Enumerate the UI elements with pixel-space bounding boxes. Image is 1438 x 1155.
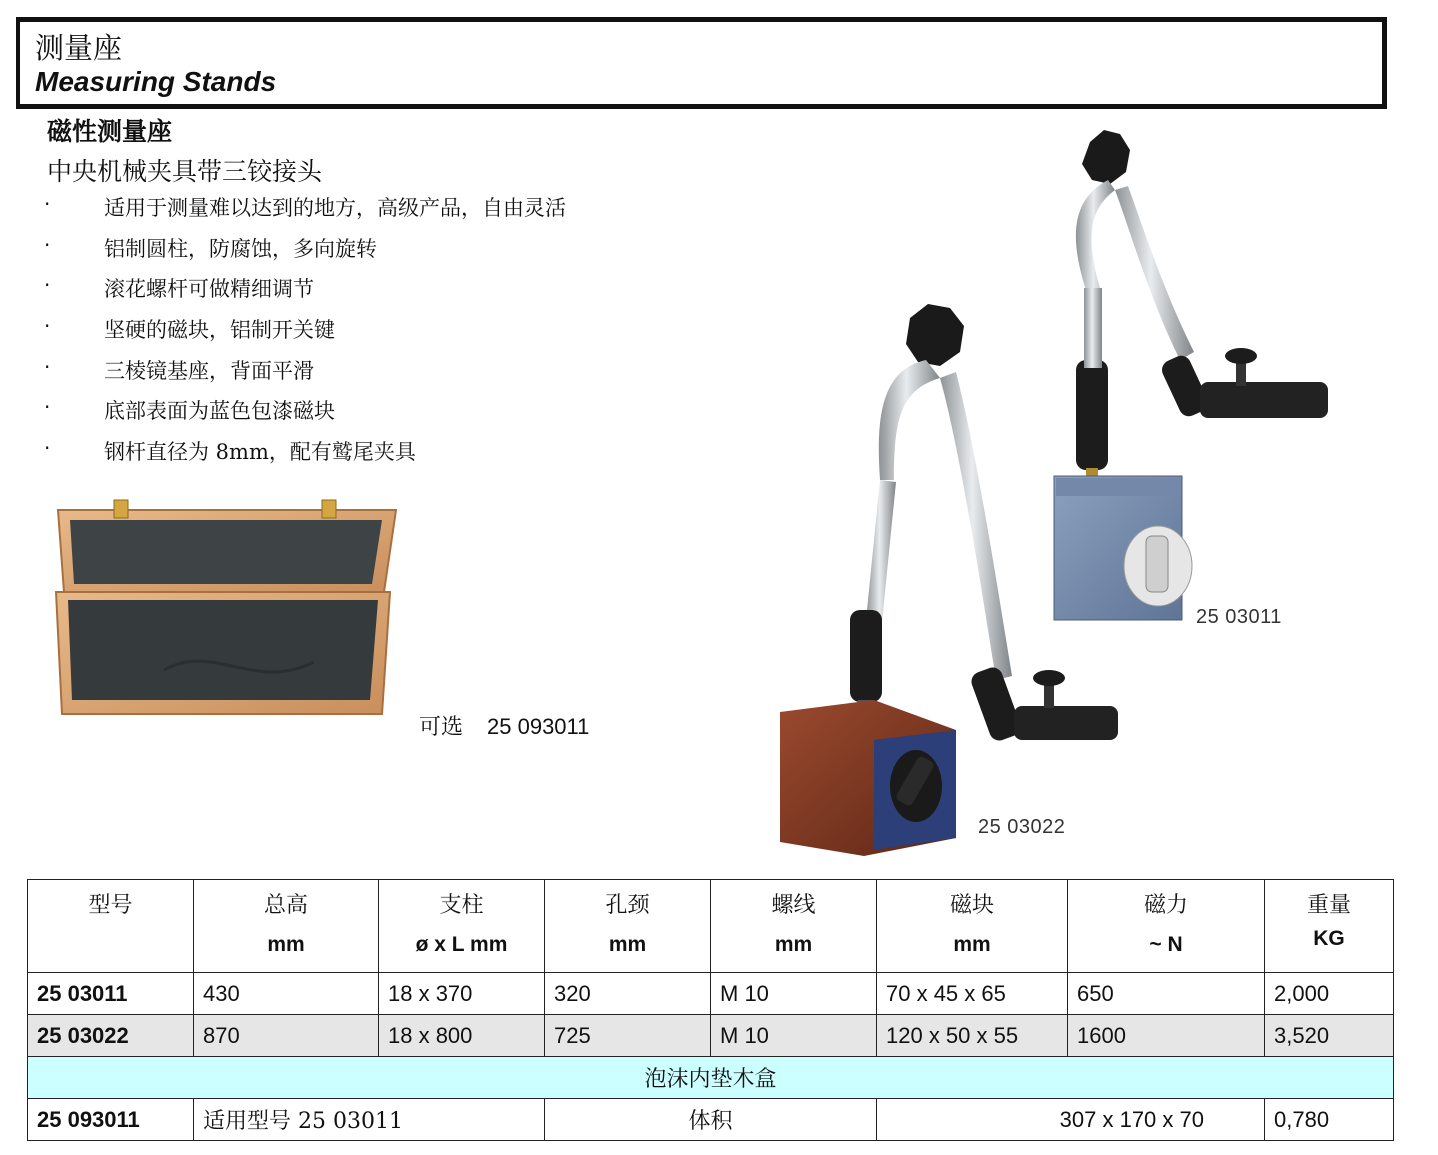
cell-magnet-block: 70 x 45 x 65 bbox=[877, 973, 1068, 1015]
feature-text: 三棱镜基座，背面平滑 bbox=[104, 358, 314, 383]
measuring-stands-image bbox=[770, 120, 1350, 860]
product-subheading: 中央机械夹具带三铰接头 bbox=[47, 157, 323, 186]
header-cell: 型号 bbox=[28, 880, 194, 973]
bullet: · bbox=[44, 314, 51, 339]
header-cell: 支柱 ø x L mm bbox=[379, 880, 545, 973]
feature-item bbox=[40, 314, 566, 355]
bullet: · bbox=[44, 232, 51, 257]
section-title: 泡沫内垫木盒 bbox=[28, 1057, 1394, 1099]
large-stand-label: 25 03022 bbox=[978, 816, 1066, 838]
cell-magnet-block: 120 x 50 x 55 bbox=[877, 1015, 1068, 1057]
small-stand-label: 25 03011 bbox=[1196, 606, 1282, 628]
wooden-case-image bbox=[44, 492, 404, 724]
cell-column: 18 x 370 bbox=[379, 973, 545, 1015]
feature-text: 铝制圆柱，防腐蚀，多向旋转 bbox=[104, 236, 377, 261]
feature-list bbox=[40, 192, 566, 477]
cell-neck: 320 bbox=[545, 973, 711, 1015]
cell-neck: 725 bbox=[545, 1015, 711, 1057]
feature-text: 钢杆直径为 8mm，配有鹫尾夹具 bbox=[104, 440, 416, 465]
bullet: · bbox=[44, 395, 51, 420]
feature-item bbox=[40, 355, 566, 396]
header-cell: 孔颈 mm bbox=[545, 880, 711, 973]
header-cell: 磁力 ~ N bbox=[1068, 880, 1265, 973]
cell-weight: 2,000 bbox=[1265, 973, 1394, 1015]
cell-thread: M 10 bbox=[711, 973, 877, 1015]
bullet: · bbox=[44, 273, 51, 298]
feature-item bbox=[40, 436, 566, 477]
accessory-row bbox=[28, 1099, 1394, 1141]
accessory-dimensions: 307 x 170 x 70 bbox=[877, 1099, 1265, 1141]
header-cell: 总高 mm bbox=[194, 880, 379, 973]
accessory-code: 25 093011 bbox=[28, 1099, 194, 1141]
cell-magnet-force: 650 bbox=[1068, 973, 1265, 1015]
spec-table bbox=[27, 879, 1394, 1141]
cell-weight: 3,520 bbox=[1265, 1015, 1394, 1057]
bullet: · bbox=[44, 192, 51, 216]
header-cell: 螺线 mm bbox=[711, 880, 877, 973]
table-row bbox=[28, 1015, 1394, 1057]
table-header-row bbox=[28, 880, 1394, 973]
cell-magnet-force: 1600 bbox=[1068, 1015, 1265, 1057]
title-box bbox=[16, 17, 1387, 109]
feature-item bbox=[40, 273, 566, 314]
section-row bbox=[28, 1057, 1394, 1099]
feature-text: 底部表面为蓝色包漆磁块 bbox=[104, 399, 335, 424]
accessory-volume-label: 体积 bbox=[545, 1099, 877, 1141]
bullet: · bbox=[44, 354, 51, 379]
bullet: · bbox=[44, 436, 51, 461]
cell-code: 25 03022 bbox=[28, 1015, 194, 1057]
feature-text: 坚硬的磁块，铝制开关键 bbox=[104, 318, 335, 343]
feature-item bbox=[40, 395, 566, 436]
header-cell: 重量 KG bbox=[1265, 880, 1394, 973]
accessory-fit: 适用型号 25 03011 bbox=[194, 1099, 545, 1141]
small-stand bbox=[1054, 130, 1328, 620]
feature-text: 滚花螺杆可做精细调节 bbox=[104, 277, 314, 302]
page-title-en: Measuring Stands bbox=[35, 66, 277, 97]
feature-text: 适用于测量难以达到的地方，高级产品，自由灵活 bbox=[104, 196, 566, 220]
feature-item bbox=[40, 233, 566, 274]
accessory-weight: 0,780 bbox=[1265, 1099, 1394, 1141]
optional-label: 可选 bbox=[419, 715, 464, 740]
cell-height: 870 bbox=[194, 1015, 379, 1057]
table-row bbox=[28, 973, 1394, 1015]
optional-accessory bbox=[419, 710, 589, 741]
cell-height: 430 bbox=[194, 973, 379, 1015]
product-heading: 磁性测量座 bbox=[47, 117, 173, 146]
cell-code: 25 03011 bbox=[28, 973, 194, 1015]
feature-item bbox=[40, 192, 566, 233]
header-cell: 磁块 mm bbox=[877, 880, 1068, 973]
optional-code: 25 093011 bbox=[487, 714, 590, 739]
cell-thread: M 10 bbox=[711, 1015, 877, 1057]
cell-column: 18 x 800 bbox=[379, 1015, 545, 1057]
page-title-cn: 测量座 bbox=[35, 31, 123, 65]
